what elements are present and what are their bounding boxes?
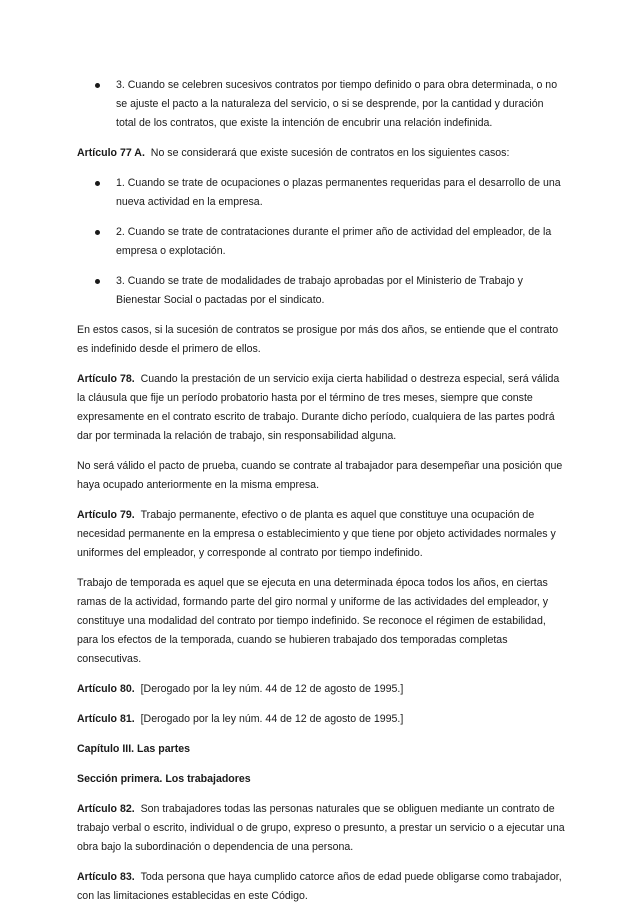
bullet-icon bbox=[77, 272, 116, 310]
article-79 bbox=[77, 506, 566, 563]
article-label: Artículo 77 A. bbox=[77, 147, 145, 159]
section-heading: Sección primera. Los trabajadores bbox=[77, 773, 251, 785]
bullet-icon bbox=[77, 76, 116, 133]
article-label: Artículo 78. bbox=[77, 373, 135, 385]
list-item-text: 2. Cuando se trate de contrataciones durante el primer año de actividad del empleador, de la empresa o explotación. bbox=[116, 226, 552, 257]
article-text: Cuando la prestación de un servicio exija cierta habilidad o destreza especial, será válida la cláusula que fije un período probatorio hasta por el término de tres meses, siempre que conste expresamente en el contrato escrito de trabajo. Durante dicho período, cualquiera de las partes podrá dar por terminada la relación de trabajo, sin responsabilidad alguna. bbox=[77, 373, 560, 442]
article-label: Artículo 79. bbox=[77, 509, 135, 521]
article-label: Artículo 83. bbox=[77, 871, 135, 883]
article-77a bbox=[77, 144, 566, 163]
article-83 bbox=[77, 868, 566, 906]
article-text: [Derogado por la ley núm. 44 de 12 de agosto de 1995.] bbox=[140, 713, 404, 725]
article-text: Son trabajadores todas las personas naturales que se obliguen mediante un contrato de trabajo verbal o escrito, individual o de grupo, expreso o presunto, a prestar un servicio o a ejecutar una obra bajo la subordinación o dependencia de una persona. bbox=[77, 803, 565, 853]
article-label: Artículo 80. bbox=[77, 683, 135, 695]
bullet-icon bbox=[77, 174, 116, 212]
article-text: Trabajo permanente, efectivo o de planta es aquel que constituye una ocupación de necesidad permanente en la empresa o establecimiento y que tiene por objeto actividades normales y uniformes del empleador, y corresponde al contrato por tiempo indefinido. bbox=[77, 509, 556, 559]
list-item bbox=[77, 223, 566, 261]
article-text: No se considerará que existe sucesión de contratos en los siguientes casos: bbox=[150, 147, 510, 159]
list-item bbox=[77, 272, 566, 310]
list-item-text: 3. Cuando se celebren sucesivos contratos por tiempo definido o para obra determinada, o no se ajuste el pacto a la naturaleza del servicio, o si se desprende, por la cantidad y duración total de los contratos, que existe la intención de encubrir una relación indefinida. bbox=[116, 79, 558, 129]
paragraph: Trabajo de temporada es aquel que se ejecuta en una determinada época todos los años, en ciertas ramas de la actividad, formando parte del giro normal y uniforme de las actividades del empleador, y constituye una modalidad del contrato por tiempo indefinido. Se reconoce el régimen de estabilidad, para los efectos de la temporada, cuando se hubieren trabajado dos temporadas completas consecutivas. bbox=[77, 577, 549, 665]
paragraph: En estos casos, si la sucesión de contratos se prosigue por más dos años, se entiende que el contrato es indefinido desde el primero de ellos. bbox=[77, 324, 559, 355]
list-item bbox=[77, 174, 566, 212]
article-text: Toda persona que haya cumplido catorce años de edad puede obligarse como trabajador, con las limitaciones establecidas en este Código. bbox=[77, 871, 562, 902]
article-label: Artículo 81. bbox=[77, 713, 135, 725]
article-80 bbox=[77, 680, 566, 699]
article-78 bbox=[77, 370, 566, 446]
list-item bbox=[77, 76, 566, 133]
article-82 bbox=[77, 800, 566, 857]
list-item-text: 1. Cuando se trate de ocupaciones o plazas permanentes requeridas para el desarrollo de una nueva actividad en la empresa. bbox=[116, 177, 561, 208]
article-text: [Derogado por la ley núm. 44 de 12 de agosto de 1995.] bbox=[140, 683, 404, 695]
paragraph: No será válido el pacto de prueba, cuando se contrate al trabajador para desempeñar una posición que haya ocupado anteriormente en la misma empresa. bbox=[77, 460, 563, 491]
article-label: Artículo 82. bbox=[77, 803, 135, 815]
article-81 bbox=[77, 710, 566, 729]
list-item-text: 3. Cuando se trate de modalidades de trabajo aprobadas por el Ministerio de Trabajo y Bienestar Social o pactadas por el sindicato. bbox=[116, 275, 523, 306]
chapter-heading: Capítulo III. Las partes bbox=[77, 743, 191, 755]
bullet-icon bbox=[77, 223, 116, 261]
